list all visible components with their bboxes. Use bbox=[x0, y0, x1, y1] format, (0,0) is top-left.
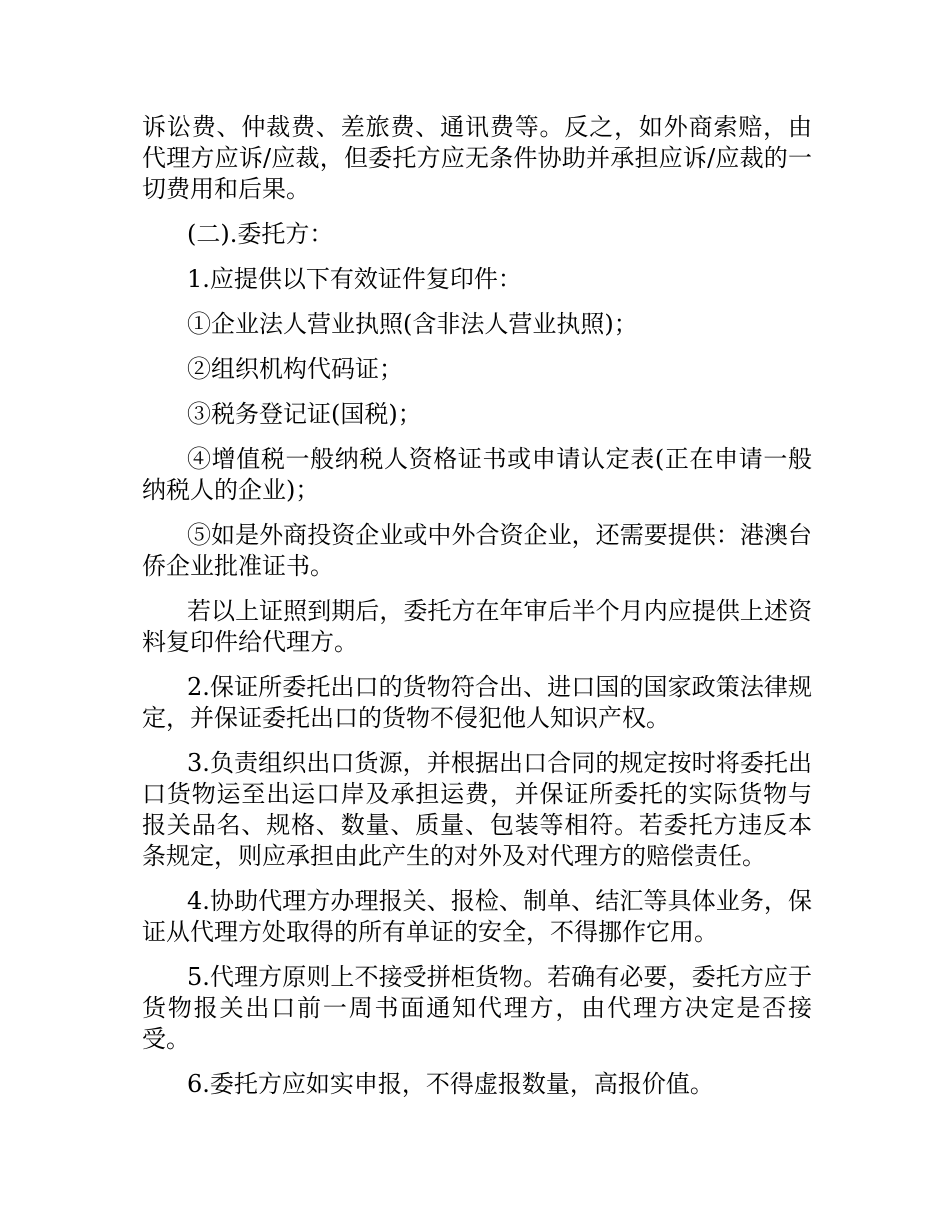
clause-1: 1.应提供以下有效证件复印件： bbox=[187, 265, 522, 293]
paragraph-continuation: 诉讼费、仲裁费、差旅费、通讯费等。反之，如外商索赔，由代理方应诉/应裁，但委托方应无条件协助并承担应诉/应裁的一切费用和后果。 bbox=[142, 113, 812, 203]
section-heading-principal: (二).委托方： bbox=[187, 220, 334, 248]
clause-2: 2.保证所委托出口的货物符合出、进口国的国家政策法律规定，并保证委托出口的货物不侵犯他人知识产权。 bbox=[142, 673, 812, 732]
list-item: ②组织机构代码证； bbox=[187, 355, 403, 383]
document-body bbox=[142, 112, 812, 1114]
list-item: ③税务登记证(国税)； bbox=[187, 400, 422, 428]
clause-6: 6.委托方应如实申报，不得虚报数量，高报价值。 bbox=[187, 1070, 714, 1098]
clause-4: 4.协助代理方办理报关、报检、制单、结汇等具体业务，保证从代理方处取得的所有单证的安全，不得挪作它用。 bbox=[142, 887, 812, 946]
list-item: ①企业法人营业执照(含非法人营业执照)； bbox=[187, 310, 638, 338]
clause-3: 3.负责组织出口货源，并根据出口合同的规定按时将委托出口货物运至出运口岸及承担运费，并保证所委托的实际货物与报关品名、规格、数量、质量、包装等相符。若委托方违反本条规定，则应承担由此产生的对外及对代理方的赔偿责任。 bbox=[142, 749, 812, 870]
clause-5: 5.代理方原则上不接受拼柜货物。若确有必要，委托方应于货物报关出口前一周书面通知代理方，由代理方决定是否接受。 bbox=[142, 963, 812, 1053]
list-item: ④增值税一般纳税人资格证书或申请认定表(正在申请一般纳税人的企业)； bbox=[142, 445, 812, 504]
paragraph-renewal: 若以上证照到期后，委托方在年审后半个月内应提供上述资料复印件给代理方。 bbox=[142, 597, 812, 656]
list-item: ⑤如是外商投资企业或中外合资企业，还需要提供：港澳台侨企业批准证书。 bbox=[142, 521, 812, 580]
